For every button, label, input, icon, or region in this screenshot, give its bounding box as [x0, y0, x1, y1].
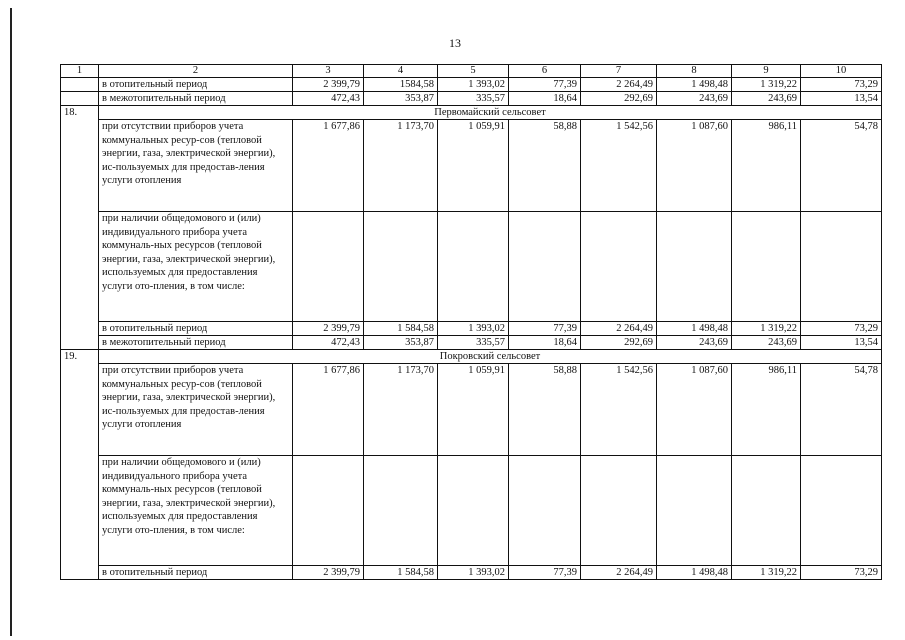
table-row	[61, 92, 882, 106]
tariff-table	[60, 64, 882, 580]
value-cell: 1 498,48	[657, 322, 732, 336]
value-cell: 472,43	[293, 336, 364, 350]
value-cell: 2 399,79	[293, 566, 364, 580]
value-cell: 1 542,56	[581, 120, 657, 212]
value-cell: 1 677,86	[293, 120, 364, 212]
value-cell: 73,29	[801, 566, 882, 580]
value-cell: 77,39	[509, 322, 581, 336]
column-header: 4	[364, 65, 438, 78]
value-cell: 58,88	[509, 120, 581, 212]
row-label: в межотопительный период	[99, 336, 293, 350]
value-cell	[293, 456, 364, 566]
value-cell	[509, 456, 581, 566]
value-cell	[364, 456, 438, 566]
value-cell: 292,69	[581, 92, 657, 106]
value-cell	[801, 456, 882, 566]
value-cell: 18,64	[509, 92, 581, 106]
value-cell: 986,11	[732, 120, 801, 212]
value-cell: 243,69	[732, 336, 801, 350]
value-cell: 1 319,22	[732, 566, 801, 580]
row-label: в отопительный период	[99, 78, 293, 92]
row-number-cell	[61, 78, 99, 92]
value-cell	[364, 212, 438, 322]
value-cell	[732, 456, 801, 566]
value-cell: 77,39	[509, 78, 581, 92]
column-header: 2	[99, 65, 293, 78]
value-cell	[657, 212, 732, 322]
value-cell: 2 399,79	[293, 322, 364, 336]
value-cell: 1 393,02	[438, 78, 509, 92]
value-cell: 54,78	[801, 120, 882, 212]
value-cell: 13,54	[801, 92, 882, 106]
value-cell: 1 087,60	[657, 120, 732, 212]
table-row	[61, 120, 882, 212]
value-cell: 18,64	[509, 336, 581, 350]
row-label: при отсутствии приборов учета коммунальных ресур-сов (тепловой энергии, газа, электрической энергии), ис-пользуемых для предостав-ления услуги отопления	[99, 120, 293, 212]
value-cell: 986,11	[732, 364, 801, 456]
column-header: 5	[438, 65, 509, 78]
column-header: 6	[509, 65, 581, 78]
value-cell	[293, 212, 364, 322]
value-cell: 1 498,48	[657, 566, 732, 580]
value-cell: 243,69	[732, 92, 801, 106]
section-title-row	[61, 350, 882, 364]
value-cell: 353,87	[364, 336, 438, 350]
value-cell: 13,54	[801, 336, 882, 350]
value-cell: 1 087,60	[657, 364, 732, 456]
table-row	[61, 336, 882, 350]
value-cell: 1 542,56	[581, 364, 657, 456]
value-cell	[732, 212, 801, 322]
value-cell	[438, 212, 509, 322]
value-cell: 1 173,70	[364, 120, 438, 212]
row-label: в межотопительный период	[99, 92, 293, 106]
value-cell: 58,88	[509, 364, 581, 456]
value-cell: 54,78	[801, 364, 882, 456]
value-cell: 73,29	[801, 78, 882, 92]
column-header: 8	[657, 65, 732, 78]
row-label: при наличии общедомового и (или) индивидуального прибора учета коммуналь-ных ресурсов (тепловой энергии, газа, электрической энергии), используемых для предоставления услуги ото-пления, в том числе:	[99, 212, 293, 322]
section-number: 19.	[61, 350, 99, 580]
value-cell: 2 399,79	[293, 78, 364, 92]
value-cell: 243,69	[657, 336, 732, 350]
value-cell	[801, 212, 882, 322]
value-cell: 1 319,22	[732, 78, 801, 92]
column-header: 1	[61, 65, 99, 78]
value-cell	[657, 456, 732, 566]
column-header: 10	[801, 65, 882, 78]
row-label: при наличии общедомового и (или) индивидуального прибора учета коммуналь-ных ресурсов (тепловой энергии, газа, электрической энергии), используемых для предоставления услуги ото-пления, в том числе:	[99, 456, 293, 566]
page-edge-line	[10, 8, 12, 636]
column-header: 7	[581, 65, 657, 78]
value-cell: 472,43	[293, 92, 364, 106]
value-cell: 1 584,58	[364, 566, 438, 580]
value-cell: 1 393,02	[438, 566, 509, 580]
table-body	[61, 65, 882, 580]
value-cell: 1 319,22	[732, 322, 801, 336]
value-cell: 335,57	[438, 336, 509, 350]
table-row	[61, 322, 882, 336]
table-row	[61, 78, 882, 92]
column-header: 3	[293, 65, 364, 78]
value-cell: 1 677,86	[293, 364, 364, 456]
row-label: при отсутствии приборов учета коммунальных ресур-сов (тепловой энергии, газа, электрической энергии), ис-пользуемых для предостав-ления услуги отопления	[99, 364, 293, 456]
page-number: 13	[449, 36, 461, 50]
row-label: в отопительный период	[99, 566, 293, 580]
value-cell: 1584,58	[364, 78, 438, 92]
value-cell	[438, 456, 509, 566]
table-row	[61, 212, 882, 322]
section-number: 18.	[61, 106, 99, 350]
row-number-cell	[61, 92, 99, 106]
value-cell: 335,57	[438, 92, 509, 106]
value-cell: 77,39	[509, 566, 581, 580]
value-cell: 1 059,91	[438, 120, 509, 212]
value-cell: 2 264,49	[581, 566, 657, 580]
value-cell: 292,69	[581, 336, 657, 350]
section-title: Покровский сельсовет	[99, 350, 882, 364]
value-cell: 1 393,02	[438, 322, 509, 336]
value-cell: 73,29	[801, 322, 882, 336]
row-label: в отопительный период	[99, 322, 293, 336]
value-cell: 1 498,48	[657, 78, 732, 92]
value-cell	[509, 212, 581, 322]
value-cell: 1 584,58	[364, 322, 438, 336]
value-cell: 243,69	[657, 92, 732, 106]
table-row	[61, 456, 882, 566]
section-title: Первомайский сельсовет	[99, 106, 882, 120]
column-header: 9	[732, 65, 801, 78]
value-cell: 2 264,49	[581, 78, 657, 92]
value-cell: 353,87	[364, 92, 438, 106]
value-cell: 1 059,91	[438, 364, 509, 456]
column-header-row	[61, 65, 882, 78]
value-cell: 1 173,70	[364, 364, 438, 456]
section-title-row	[61, 106, 882, 120]
value-cell: 2 264,49	[581, 322, 657, 336]
value-cell	[581, 212, 657, 322]
value-cell	[581, 456, 657, 566]
table-row	[61, 364, 882, 456]
table-row	[61, 566, 882, 580]
